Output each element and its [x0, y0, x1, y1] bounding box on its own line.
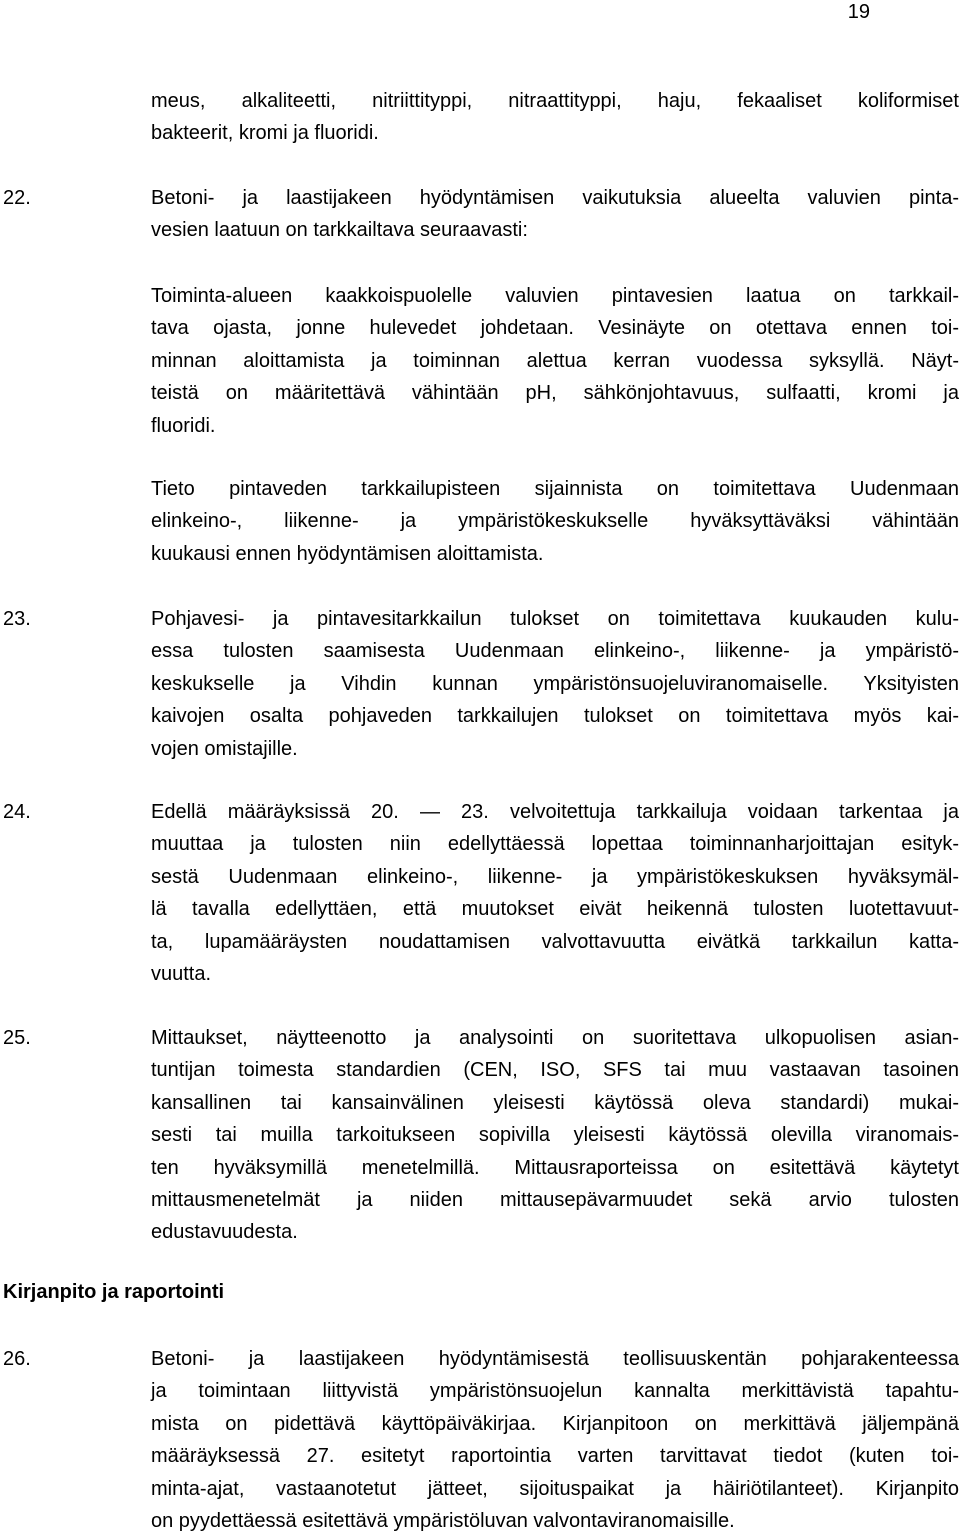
item-number-26: 26.: [3, 1348, 31, 1370]
text-line: sestä Uudenmaan elinkeino-, liikenne- ja ympäristökeskuksen hyväksymäl-: [151, 865, 959, 888]
text-line: tuntijan toimesta standardien (CEN, ISO, SFS tai muu vastaavan tasoinen: [151, 1059, 959, 1082]
text-line: kansallinen tai kansainvälinen yleisesti käytössä oleva standardi) mukai-: [151, 1091, 959, 1114]
item-23-paragraph: [151, 603, 959, 765]
item-number-23: 23.: [3, 608, 31, 630]
text-line: essa tulosten saamisesta Uudenmaan elinkeino-, liikenne- ja ympäristö-: [151, 640, 959, 663]
text-line: on pyydettäessä esitettävä ympäristöluvan valvontaviranomaisille.: [151, 1510, 735, 1533]
text-line: edustavuudesta.: [151, 1221, 298, 1244]
text-line: Edellä määräyksissä 20. — 23. velvoitettuja tarkkailuja voidaan tarkentaa ja: [151, 801, 959, 823]
text-line: Betoni- ja laastijakeen hyödyntämisen vaikutuksia alueelta valuvien pinta-: [151, 187, 959, 209]
item-number-25: 25.: [3, 1027, 31, 1049]
text-line: keskukselle ja Vihdin kunnan ympäristönsuojeluviranomaiselle. Yksityisten: [151, 672, 959, 695]
text-line: Toiminta-alueen kaakkoispuolelle valuvien pintavesien laatua on tarkkail-: [151, 285, 959, 307]
text-line: muuttaa ja tulosten niin edellyttäessä lopettaa toiminnanharjoittajan esityk-: [151, 833, 959, 856]
text-line: sesti tai muilla tarkoitukseen sopivilla yleisesti käytössä olevilla viranomais-: [151, 1124, 959, 1147]
text-line: Mittaukset, näytteenotto ja analysointi on suoritettava ulkopuolisen asian-: [151, 1027, 959, 1049]
text-line: ja toimintaan liittyvistä ympäristönsuojelun kannalta merkittävistä tapahtu-: [151, 1380, 959, 1403]
text-line: mittausmenetelmät ja niiden mittausepävarmuudet sekä arvio tulosten: [151, 1189, 959, 1212]
text-line: kaivojen osalta pohjaveden tarkkailujen tulokset on toimitettava myös kai-: [151, 705, 959, 728]
text-line: mista on pidettävä käyttöpäiväkirjaa. Kirjanpitoon on merkittävä jäljempänä: [151, 1412, 959, 1435]
item-22-paragraph-1: [151, 182, 959, 247]
text-line: meus, alkaliteetti, nitriittityppi, nitraattityppi, haju, fekaaliset koliformiset: [151, 90, 959, 112]
text-line: kuukausi ennen hyödyntämisen aloittamista.: [151, 542, 544, 565]
text-line: Betoni- ja laastijakeen hyödyntämisestä teollisuuskentän pohjarakenteessa: [151, 1348, 959, 1370]
item-number-24: 24.: [3, 801, 31, 823]
item-number-22: 22.: [3, 187, 31, 209]
continuation-paragraph: [151, 85, 959, 150]
text-line: ta, lupamääräysten noudattamisen valvottavuutta eivätkä tarkkailun katta-: [151, 930, 959, 953]
text-line: minta-ajat, vastaanotetut jätteet, sijoituspaikat ja häiriötilanteet). Kirjanpito: [151, 1477, 959, 1500]
page-number: 19: [847, 1, 870, 23]
item-22-paragraph-2: [151, 280, 959, 442]
item-22-paragraph-3: [151, 473, 959, 570]
text-line: ten hyväksymillä menetelmillä. Mittausraporteissa on esitettävä käytetyt: [151, 1156, 959, 1179]
text-line: Pohjavesi- ja pintavesitarkkailun tulokset on toimitettava kuukauden kulu-: [151, 608, 959, 630]
text-line: elinkeino-, liikenne- ja ympäristökeskukselle hyväksyttäväksi vähintään: [151, 510, 959, 533]
text-line: tava ojasta, jonne hulevedet johdetaan. Vesinäyte on otettava ennen toi-: [151, 317, 959, 340]
text-line: vojen omistajille.: [151, 737, 298, 760]
text-line: määräyksessä 27. esitetyt raportointia varten tarvittavat tiedot (kuten toi-: [151, 1445, 959, 1468]
text-line: vesien laatuun on tarkkailtava seuraavasti:: [151, 219, 528, 242]
item-24-paragraph: [151, 796, 959, 990]
text-line: bakteerit, kromi ja fluoridi.: [151, 122, 379, 145]
item-26-paragraph: [151, 1343, 959, 1537]
item-25-paragraph: [151, 1022, 959, 1249]
text-line: Tieto pintaveden tarkkailupisteen sijainnista on toimitettava Uudenmaan: [151, 478, 959, 500]
section-heading: Kirjanpito ja raportointi: [3, 1281, 225, 1303]
text-line: vuutta.: [151, 963, 212, 986]
text-line: minnan aloittamista ja toiminnan alettua kerran vuodessa syksyllä. Näyt-: [151, 349, 959, 372]
text-line: lä tavalla edellyttäen, että muutokset eivät heikennä tulosten luotettavuut-: [151, 898, 959, 921]
text-line: fluoridi.: [151, 414, 216, 437]
text-line: teistä on määritettävä vähintään pH, sähkönjohtavuus, sulfaatti, kromi ja: [151, 382, 959, 405]
